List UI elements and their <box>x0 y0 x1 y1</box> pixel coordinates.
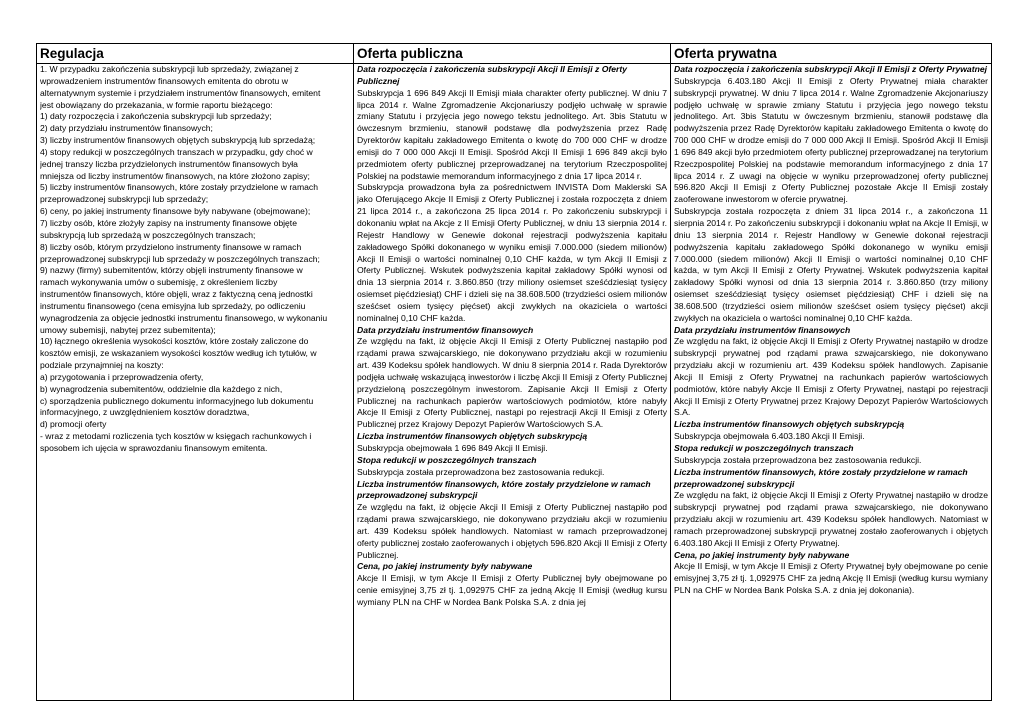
regulacja-line: instrumentów finansowych, które objęli, wraz z faktyczną ceną jednostki <box>40 289 313 300</box>
section-heading: Cena, po jakiej instrumenty były nabywane <box>674 549 850 560</box>
regulacja-line: mniejsza od liczby instrumentów finansowych, na które złożono zapisy; <box>40 170 310 181</box>
regulacja-line: d) promocji oferty <box>40 419 107 430</box>
section-paragraph: Ze względu na fakt, iż objęcie Akcji II Emisji z Oferty Prywatnej nastąpiło w drodze subskrypcji prywatnej pod rządami prawa szwajcarskiego, nie dokonywano przydziału akcji w rozumieniu art. 439 Kodeksu spółek handlowych. Natomiast w ramach przeprowadzonej subskrypcji prywatnej zostało zaoferowanych i objętych 6.403.180 Akcji II Emisji z Oferty Prywatnej. <box>674 490 988 548</box>
regulacja-line: wynagrodzenia za objęcie jednostki instrumentu finansowego, w wykonaniu <box>40 312 328 323</box>
header-oferta-publiczna: Oferta publiczna <box>354 44 671 64</box>
regulacja-line: informacyjnego, z uwzględnieniem kosztów doradztwa, <box>40 407 250 418</box>
regulacja-line: - wraz z metodami rozliczenia tych kosztów w księgach rachunkowych i <box>40 431 312 442</box>
regulation-table <box>36 43 992 701</box>
regulacja-line: umowy subemisji, nabytej przez subemitenta); <box>40 324 216 335</box>
section-paragraph: Subskrypcja została przeprowadzona bez zastosowania redukcji. <box>357 466 605 477</box>
regulacja-line: 4) stopy redukcji w poszczególnych transzach w przypadku, gdy choć w <box>40 146 313 157</box>
oferta-publiczna-text <box>357 64 667 700</box>
section-paragraph: Subskrypcja obejmowała 6.403.180 Akcji II Emisji. <box>674 431 865 442</box>
regulacja-line: 1. W przypadku zakończenia subskrypcji lub sprzedaży, związanej z <box>40 64 299 74</box>
section-paragraph: Ze względu na fakt, iż objęcie Akcji II Emisji z Oferty Publicznej nastąpiło pod rządami prawa szwajcarskiego, nie dokonywano przydziału akcji w rozumieniu art. 439 Kodeksu spółek handlowych. W dniu 8 sierpnia 2014 r. Rada Dyrektorów podjęła uchwałę wskazującą inwestorów i liczbę Akcji II Emisji z Oferty Publicznej przydzieloną poszczególnym inwestorom. Zapisanie Akcji II Emisji z Oferty Publicznej na rachunkach papierów wartościowych podmiotów, które nabyły Akcje II Emisji z Oferty Publicznej, nastąpi po rejestracji Akcji II Emisji z Oferty Publicznej przez Krajowy Depozyt Papierów Wartościowych S.A. <box>357 336 667 430</box>
content-row <box>37 64 992 701</box>
regulacja-line: 2) daty przydziału instrumentów finansowych; <box>40 123 213 134</box>
regulacja-cell <box>37 64 354 701</box>
oferta-publiczna-cell <box>354 64 671 701</box>
regulacja-line: 8) liczby osób, którym przydzielono instrumenty finansowe w ramach <box>40 241 302 252</box>
section-paragraph: Subskrypcja obejmowała 1 696 849 Akcji II Emisji. <box>357 443 548 453</box>
regulacja-line: 5) liczby instrumentów finansowych, które zostały przydzielone w ramach <box>40 182 318 193</box>
regulacja-line: 10) łącznego określenia wysokości kosztów, które zostały zaliczone do <box>40 336 309 347</box>
section-heading: Liczba instrumentów finansowych objętych subskrypcją <box>357 431 588 442</box>
section-heading: Stopa redukcji w poszczególnych transzach <box>357 454 537 465</box>
header-regulacja: Regulacja <box>37 44 354 64</box>
regulacja-line: alternatywnym systemie i przydziałem instrumentów finansowych, emitent <box>40 87 321 98</box>
section-paragraph: Subskrypcja została przeprowadzona bez zastosowania redukcji. <box>674 454 922 465</box>
regulacja-line: podziale przynajmniej na koszty: <box>40 360 164 371</box>
regulacja-line: przeprowadzonej subskrypcji lub sprzedaży; <box>40 194 209 205</box>
section-heading: Stopa redukcji w poszczególnych transzach <box>674 443 854 453</box>
regulacja-line: 7) liczby osób, które złożyły zapisy na instrumenty finansowe objęte <box>40 217 297 228</box>
oferta-prywatna-cell <box>671 64 992 701</box>
regulacja-line: 9) nazwy (firmy) subemitentów, którzy objęli instrumenty finansowe w <box>40 265 303 276</box>
section-paragraph: Subskrypcja 1 696 849 Akcji II Emisji miała charakter oferty publicznej. W dniu 7 lipca 2014 r. Walne Zgromadzenie Akcjonariuszy podjęło uchwałę w sprawie zmiany Statutu i przyjęcia jego nowego tekstu jednolitego. Art. 3bis Statutu w ówczesnym brzmieniu, stanowił podstawę dla podwyższenia przez Radę Dyrektorów kapitału zakładowego Emitenta o kwotę do 700 000 CHF w drodze emisji do 7 000 000 Akcji II Emisji. Spośród Akcji II Emisji 1 696 849 akcji było przedmiotem oferty publicznej przeprowadzanej na terytorium Rzeczpospolitej Polskiej na podstawie memorandum informacyjnego z dnia 17 lipca 2014 r. <box>357 87 667 181</box>
section-heading: Liczba instrumentów finansowych, które zostały przydzielone w ramach przeprowadzonej subskrypcji <box>674 466 968 489</box>
regulacja-line: 1) daty rozpoczęcia i zakończenia subskrypcji lub sprzedaży; <box>40 111 272 122</box>
section-heading: Data rozpoczęcia i zakończenia subskrypcji Akcji II Emisji z Oferty Publicznej <box>357 64 628 86</box>
regulacja-line: przeprowadzonej subskrypcji lub sprzedaży w poszczególnych transzach; <box>40 253 320 264</box>
header-row <box>37 44 992 64</box>
regulacja-line: subskrypcją lub sprzedażą w poszczególnych transzach; <box>40 229 256 240</box>
section-paragraph: Ze względu na fakt, iż objęcie Akcji II Emisji z Oferty Publicznej nastąpiło pod rządami prawa szwajcarskiego, nie dokonywano przydziału akcji w rozumieniu art. 439 Kodeksu spółek handlowych. Natomiast w ramach przeprowadzonej oferty publicznej zostało zaoferowanych i objętych 596.820 Akcji II Emisji z Oferty Publicznej. <box>357 502 667 560</box>
section-heading: Liczba instrumentów finansowych, które zostały przydzielone w ramach przeprowadzonej subskrypcji <box>357 478 651 501</box>
regulacja-line: 3) liczby instrumentów finansowych objętych subskrypcją lub sprzedażą; <box>40 135 316 146</box>
header-oferta-prywatna: Oferta prywatna <box>671 44 992 64</box>
regulacja-line: jest obowiązany do przekazania, w formie raportu bieżącego: <box>40 99 273 110</box>
regulacja-line: 6) ceny, po jakiej instrumenty finansowe były nabywane (obejmowane); <box>40 206 311 217</box>
regulacja-line: sposobem ich ujęcia w sprawozdaniu finansowym emitenta. <box>40 443 268 453</box>
section-heading: Data rozpoczęcia i zakończenia subskrypcji Akcji II Emisji z Oferty Prywatnej <box>674 64 987 74</box>
section-paragraph: Akcje II Emisji, w tym Akcje II Emisji z Oferty Publicznej były obejmowane po cenie emisyjnej 3,75 zł tj. 1,092975 CHF za jedną Akcję II Emisji (według kursu wymiany PLN na CHF w Nordea Bank Polska S.A. z dnia jej <box>357 573 667 607</box>
regulacja-line: b) wynagrodzenia subemitentów, oddzielnie dla każdego z nich, <box>40 383 283 394</box>
regulacja-line: c) sporządzenia publicznego dokumentu informacyjnego lub dokumentu <box>40 395 314 406</box>
section-heading: Liczba instrumentów finansowych objętych subskrypcją <box>674 419 905 430</box>
section-paragraph: Ze względu na fakt, iż objęcie Akcji II Emisji z Oferty Prywatnej nastąpiło w drodze subskrypcji prywatnej pod rządami prawa szwajcarskiego, nie dokonywano przydziału akcji w rozumieniu art. 439 Kodeksu spółek handlowych. Zapisanie Akcji II Emisji z Oferty Prywatnej na rachunkach papierów wartościowych podmiotów, które nabyły Akcje II Emisji z Oferty Prywatnej, nastąpi po rejestracji Akcji II Emisji z Oferty Prywatnej przez Krajowy Depozyt Papierów Wartościowych S.A. <box>674 336 988 418</box>
regulacja-line: wprowadzeniem instrumentów finansowych emitenta do obrotu w <box>40 75 288 86</box>
section-paragraph: Subskrypcja prowadzona była za pośrednictwem INVISTA Dom Maklerski SA jako Oferującego Akcje II Emisji z Oferty Publicznej i została rozpoczęta z dniem 21 lipca 2014 r., a zakończona 25 lipca 2014 r. Po zakończeniu subskrypcji i dokonaniu wpłat na Akcje z II Emisji Oferty Publicznej, w dniu 13 sierpnia 2014 r. Rejestr Handlowy w Genewie dokonał rejestracji podwyższenia kapitału zakładowego Spółki dokonanego w wyniku emisji 7.000.000 (siedem milionów) Akcji II Emisji o wartości nominalnej 0,10 CHF każda, w tym Akcji II Emisji z Oferty Publicznej. Wskutek podwyższenia kapitał zakładowy Spółki wynosi od dnia 13 sierpnia 2014 r. 3.860.850 (trzy miliony osiemset sześćdziesiąt tysięcy osiemset pięćdziesiąt) CHF i dzieli się na 38.608.500 (trzydzieści osiem milionów sześćset osiem tysięcy pięćset) akcji zwykłych na okaziciela o wartości nominalnej 0,10 CHF każda. <box>357 182 667 323</box>
section-heading: Data przydziału instrumentów finansowych <box>357 324 534 335</box>
section-heading: Cena, po jakiej instrumenty były nabywane <box>357 561 533 572</box>
regulacja-line: a) przygotowania i przeprowadzenia oferty, <box>40 371 204 382</box>
regulacja-text <box>40 64 350 700</box>
section-paragraph: Subskrypcja 6.403.180 Akcji II Emisji z Oferty Prywatnej miała charakter subskrypcji prywatnej. W dniu 7 lipca 2014 r. Walne Zgromadzenie Akcjonariuszy podjęło uchwałę w sprawie zmiany Statutu i przyjęcia jego nowego tekstu jednolitego. Art. 3bis Statutu w ówczesnym brzmieniu, stanowił podstawę dla podwyższenia przez Radę Dyrektorów kapitału zakładowego Emitenta o kwotę do 700 000 CHF w drodze emisji do 7 000 000 Akcji II Emisji. Spośród Akcji II Emisji 1 696 849 akcji było przedmiotem oferty publicznej przeprowadzanej na terytorium Rzeczpospolitej Polskiej na podstawie memorandum informacyjnego z dnia 17 lipca 2014 r. Z uwagi na objęcie w wyniku przeprowadzonej oferty publicznej 596.820 Akcji II Emisji z Oferty Publicznej pozostałe Akcje II Emisji zostały zaoferowane inwestorom w ofercie prywatnej. <box>674 75 988 205</box>
regulacja-line: instrumentu finansowego (cena emisyjna lub sprzedaży, po odliczeniu <box>40 300 306 311</box>
section-paragraph: Akcje II Emisji, w tym Akcje II Emisji z Oferty Prywatnej były obejmowane po cenie emisyjnej 3,75 zł tj. 1,092975 CHF za jedną Akcję II Emisji (według kursu wymiany PLN na CHF w Nordea Bank Polska S.A. z dnia jej dokonania). <box>674 561 988 596</box>
section-heading: Data przydziału instrumentów finansowych <box>674 324 851 335</box>
regulacja-line: kosztów emisji, ze wskazaniem wysokości kosztów według ich tytułów, w <box>40 348 317 359</box>
oferta-prywatna-text <box>674 64 988 700</box>
section-paragraph: Subskrypcja została rozpoczęta z dniem 31 lipca 2014 r., a zakończona 11 sierpnia 2014 r. Po zakończeniu subskrypcji i dokonaniu wpłat na Akcje II Emisji, w dniu 13 sierpnia 2014 r. Rejestr Handlowy w Genewie dokonał rejestracji podwyższenia kapitału zakładowego Spółki dokonanego w wyniku emisji 7.000.000 (siedem milionów) Akcji II Emisji o wartości nominalnej 0,10 CHF każda, w tym Akcji II Emisji z Oferty Prywatnej. Wskutek podwyższenia kapitał zakładowy Spółki wynosi od dnia 13 sierpnia 2014 r. 3.860.850 (trzy miliony osiemset sześćdziesiąt tysięcy osiemset pięćdziesiąt) CHF i dzieli się na 38.608.500 (trzydzieści osiem milionów sześćset osiem tysięcy pięćset) akcji zwykłych na okaziciela o wartości nominalnej 0,10 CHF każda. <box>674 206 988 323</box>
regulacja-line: jednej transzy liczba przydzielonych instrumentów finansowych była <box>40 158 298 169</box>
regulacja-line: ramach wykonywania umów o subemisję, z określeniem liczby <box>40 277 278 288</box>
